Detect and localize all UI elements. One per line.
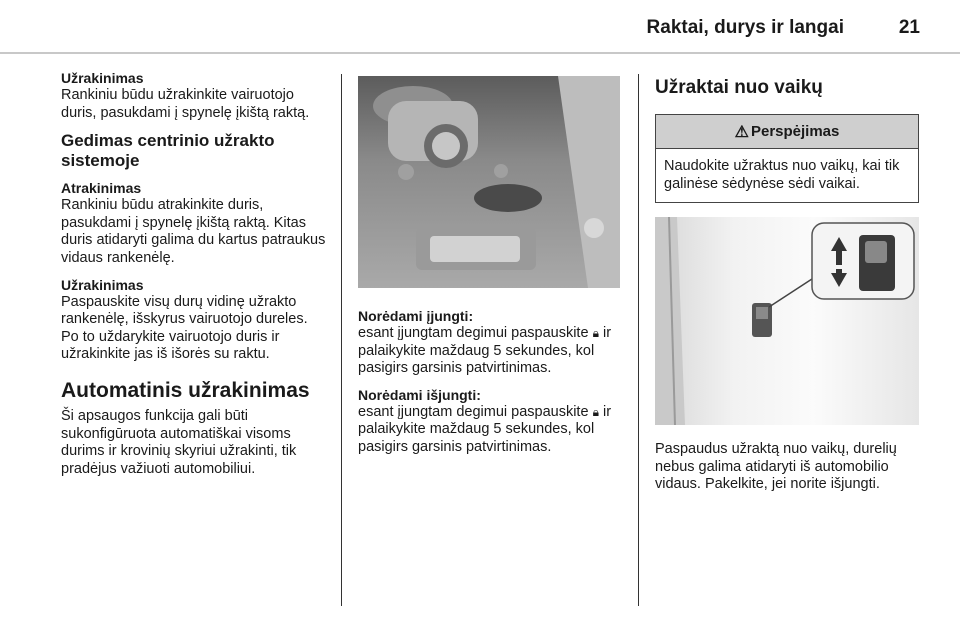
central-lock-failure-heading: Gedimas centrinio užrakto sistemoje (61, 131, 275, 171)
disable-text (358, 404, 624, 457)
column-2 (358, 76, 624, 466)
automatic-locking-text: Ši apsaugos funkcija gali būti sukonfigūruota automatiškai visoms durims ir krovinių skyriui užrakinti, tik pradėjus važiuoti automobiliui. (61, 407, 297, 477)
column-3 (655, 76, 921, 503)
warning-text: Naudokite užraktus nuo vaikų, kai tik galinėse sėdynėse sėdi vaikai. (664, 158, 900, 192)
locking-text-2: Paspauskite visų durų vidinę užrakto rankenėlę, išskyrus vairuotojo dureles. Po to uždarykite vairuotojo duris ir užrakinkite jas iš išorės su raktu. (61, 293, 308, 363)
console-photo-illustration (358, 76, 620, 288)
automatic-locking-heading: Automatinis užrakinimas (61, 378, 310, 402)
warning-label: Perspėjimas (750, 123, 840, 140)
child-lock-photo (655, 217, 919, 425)
disable-text-a: esant įjungtam degimui paspauskite (358, 403, 589, 420)
locking-subtitle: Užrakinimas (61, 70, 144, 86)
page-number: 21 (898, 17, 920, 38)
header-rule (0, 52, 960, 54)
enable-text-b: ir palaikykite maždaug 5 sekundes, kol pasigirs garsinis patvirtinimas. (358, 325, 612, 377)
child-lock-illustration (655, 217, 919, 425)
column-1 (61, 70, 327, 487)
locking-text: Rankiniu būdu užrakinkite vairuotojo duris, pasukdami į spynelę įkištą raktą. (61, 87, 310, 121)
lock-button-icon: 🔒︎ (592, 326, 599, 340)
disable-text-b: ir palaikykite maždaug 5 sekundes, kol pasigirs garsinis patvirtinimas. (358, 403, 612, 455)
column-divider-1 (341, 74, 342, 606)
enable-title: Norėdami įjungti: (358, 308, 474, 324)
lock-button-icon: 🔒︎ (592, 404, 599, 419)
child-lock-caption: Paspaudus užraktą nuo vaikų, durelių nebus galima atidaryti iš automobilio vidaus. Pakelkite, jei norite išjungti. (655, 441, 897, 493)
page-header (0, 0, 960, 50)
column-divider-2 (638, 74, 639, 606)
warning-header (656, 115, 918, 149)
console-photo (358, 76, 620, 288)
disable-title: Norėdami išjungti: (358, 386, 481, 403)
page-title: Raktai, durys ir langai (646, 17, 844, 38)
enable-text-a: esant įjungtam degimui paspauskite (358, 325, 589, 341)
enable-text (358, 325, 624, 378)
child-locks-heading: Užraktai nuo vaikų (655, 77, 823, 98)
locking-subtitle-2: Užrakinimas (61, 276, 144, 293)
unlocking-text: Rankiniu būdu atrakinkite duris, pasukdami į spynelę įkištą raktą. Kitas duris atidaryti galima du kartus patraukus vidaus rankenėlę. (61, 197, 326, 266)
warning-triangle-icon: ⚠ (734, 123, 749, 141)
warning-box (655, 114, 919, 203)
unlocking-subtitle: Atrakinimas (61, 180, 142, 197)
